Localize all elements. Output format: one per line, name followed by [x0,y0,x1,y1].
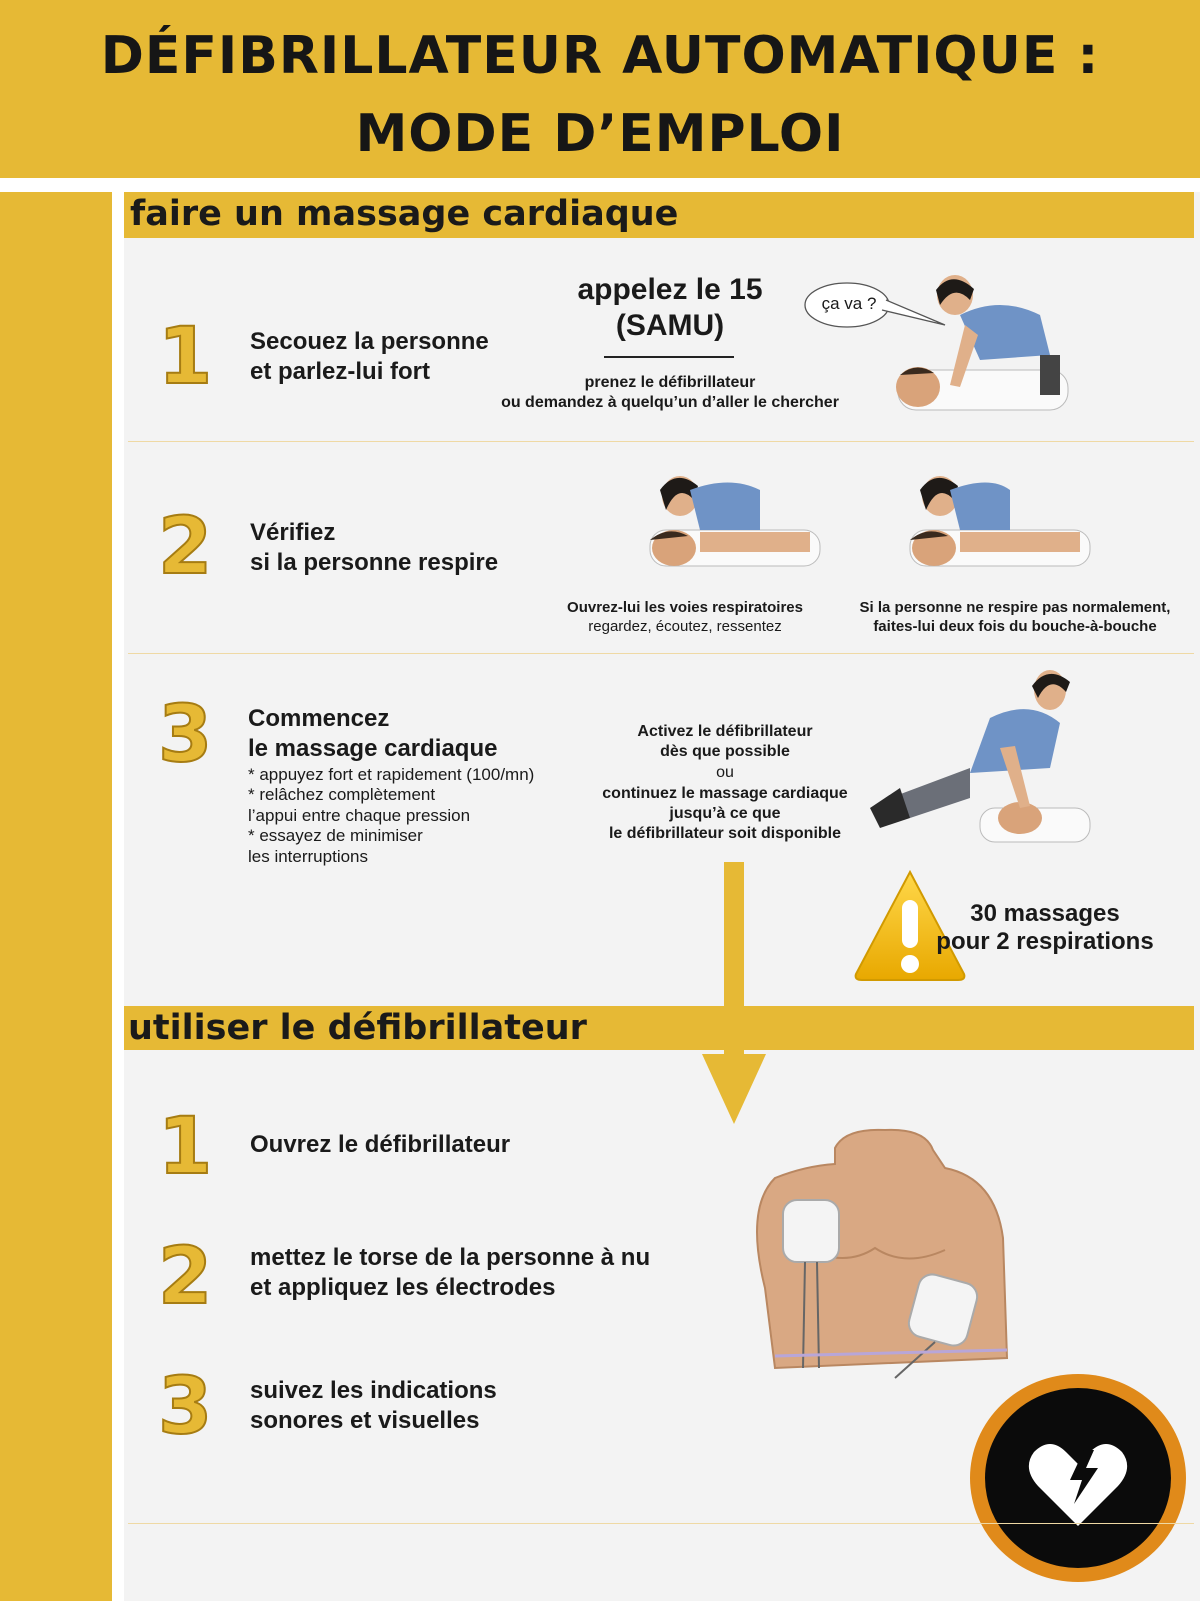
row-divider [128,1523,1194,1524]
call-samu-line2: (SAMU) [615,309,725,342]
warning-line1: 30 massages [970,900,1120,927]
aed-heart-icon [966,1368,1190,1588]
defib-step3-number: 3 [158,1362,213,1452]
step3-line2: le massage cardiaque [248,735,498,762]
step2-caption-b-line1: Si la personne ne respire pas normalement, [859,599,1171,616]
page-title-line1: DÉFIBRILLATEUR AUTOMATIQUE : [100,26,1100,86]
defib-step1-number: 1 [158,1102,213,1192]
step3-bullet: * relâchez complètement [248,785,436,804]
chest-compression-illustration [870,668,1100,858]
section2-title: utiliser le défibrillateur [128,1008,587,1048]
section1-title: faire un massage cardiaque [130,194,679,234]
step2-caption-b-line2: faites-lui deux fois du bouche-à-bouche [873,618,1157,635]
defib-step2-number: 2 [158,1232,213,1322]
step3-bullet: l’appui entre chaque pression [248,806,471,825]
defib-step3-line2: sonores et visuelles [250,1407,480,1434]
step3-center-line: dès que possible [660,743,790,760]
defib-step3-line1: suivez les indications [250,1377,497,1404]
step3-bullet: * essayez de minimiser [248,826,423,845]
step3-center-line: jusqu’à ce que [669,805,781,822]
step1-line2: et parlez-lui fort [250,358,431,385]
step3-number: 3 [158,690,213,780]
step3-line1: Commencez [248,705,390,732]
step2-number: 2 [158,502,213,592]
step3-center-line: Activez le défibrillateur [637,723,813,740]
open-airway-illustration [640,470,830,580]
step3-center-line: le défibrillateur soit disponible [608,825,842,842]
step2-caption-a-line1: Ouvrez-lui les voies respiratoires [567,599,803,616]
row-divider [128,441,1194,442]
defib-step1-line1: Ouvrez le défibrillateur [250,1131,511,1158]
step2-line2: si la personne respire [250,549,499,576]
step1-number: 1 [158,312,213,402]
call-underline [604,356,734,358]
row-divider [128,653,1194,654]
defib-step2-line1: mettez le torse de la personne à nu [250,1244,651,1271]
step1-note-line2: ou demandez à quelqu’un d’aller le chercher [501,394,839,411]
rescue-breath-illustration [900,470,1100,580]
left-accent-bar [0,192,112,1601]
step3-center-line: ou [716,764,734,781]
step2-line1: Vérifiez [250,519,336,546]
rescuer-kneeling-illustration [890,275,1090,425]
step1-note-line1: prenez le défibrillateur [584,374,756,391]
step3-bullet: * appuyez fort et rapidement (100/mn) [248,765,535,784]
speech-bubble-text: ça va ? [821,294,877,313]
call-samu-line1: appelez le 15 [577,273,763,306]
down-arrow-icon [700,862,770,1128]
step1-line1: Secouez la personne [250,328,489,355]
defib-step2-line2: et appliquez les électrodes [250,1274,556,1301]
page-title-line2: MODE D’EMPLOI [355,104,845,164]
step3-bullet: les interruptions [248,847,369,866]
torso-electrodes-illustration [745,1128,1015,1388]
warning-line2: pour 2 respirations [936,928,1154,955]
step2-caption-a-line2: regardez, écoutez, ressentez [588,618,782,635]
step3-center-line: continuez le massage cardiaque [602,785,848,802]
